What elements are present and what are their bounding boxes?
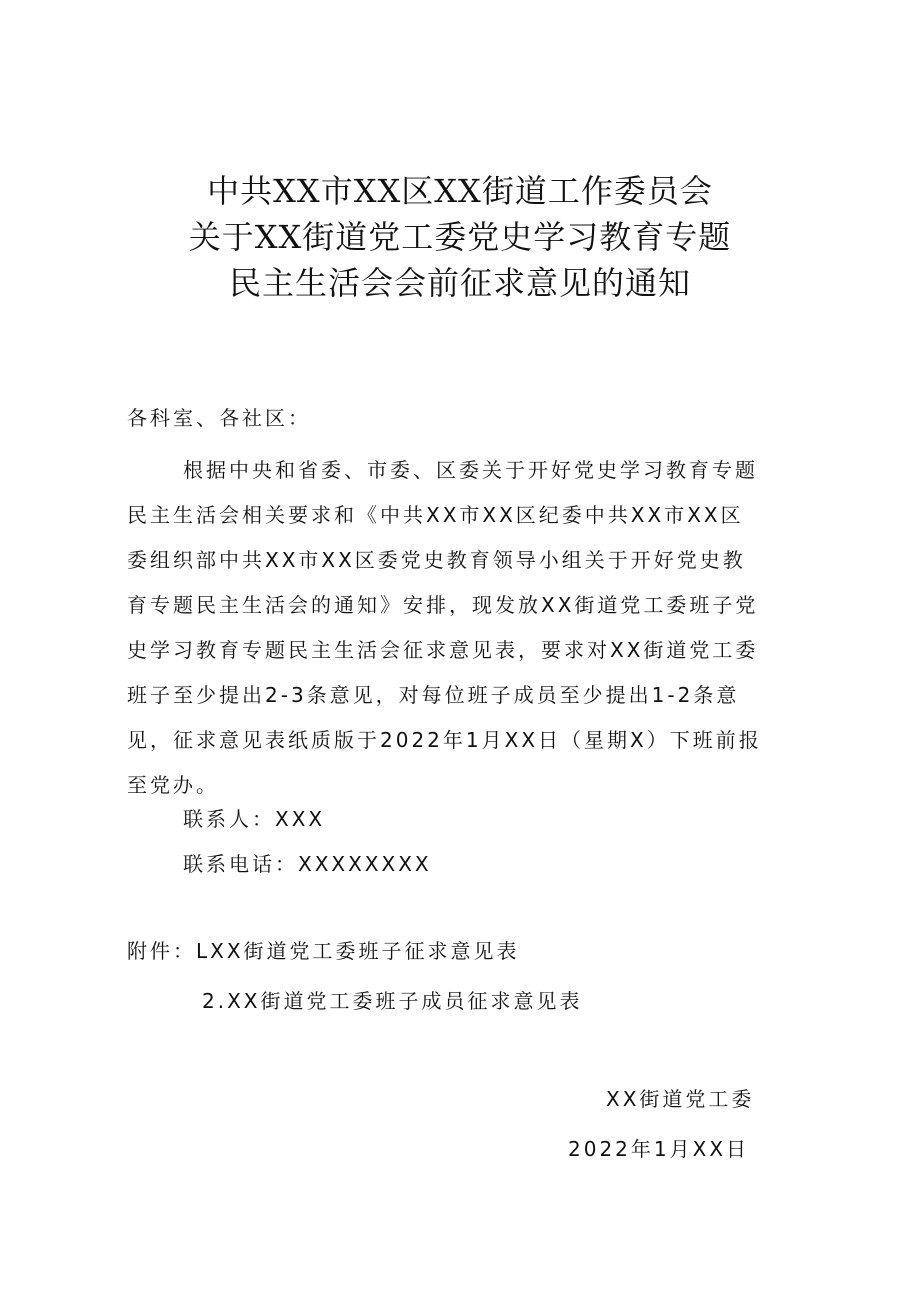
title-line: 关于XX街道党工委党史学习教育专题: [188, 218, 732, 256]
body-line: 根据中央和省委、市委、区委关于开好党史学习教育专题: [183, 458, 758, 482]
body-line: 育专题民主生活会的通知》安排，现发放XX街道党工委班子党: [127, 593, 759, 617]
title-line: 民主生活会会前征求意见的通知: [228, 264, 691, 302]
signature-date: 2022年1月XX日: [568, 1137, 750, 1161]
body-line: 见，征求意见表纸质版于2022年1月XX日（星期X）下班前报: [127, 728, 762, 752]
document-title: [0, 168, 920, 306]
body-line: 史学习教育专题民主生活会征求意见表，要求对XX街道党工委: [127, 638, 759, 662]
title-line: 中共XX市XX区XX街道工作委员会: [207, 172, 713, 210]
body-paragraph: [127, 448, 827, 808]
salutation: 各科室、各社区：: [127, 406, 311, 430]
attachment-item: 2.XX街道党工委班子成员征求意见表: [202, 989, 583, 1013]
attachment-item: 附件：LXX街道党工委班子征求意见表: [127, 939, 520, 963]
signature-organization: XX街道党工委: [606, 1087, 755, 1111]
body-line: 至党办。: [127, 773, 219, 797]
body-line: 民主生活会相关要求和《中共XX市XX区纪委中共XX市XX区: [127, 503, 744, 527]
contact-person: 联系人：XXX: [183, 807, 326, 831]
body-line: 班子至少提出2-3条意见，对每位班子成员至少提出1-2条意: [127, 683, 740, 707]
contact-phone: 联系电话：XXXXXXXX: [183, 852, 432, 876]
body-line: 委组织部中共XX市XX区委党史教育领导小组关于开好党史教: [127, 548, 746, 572]
